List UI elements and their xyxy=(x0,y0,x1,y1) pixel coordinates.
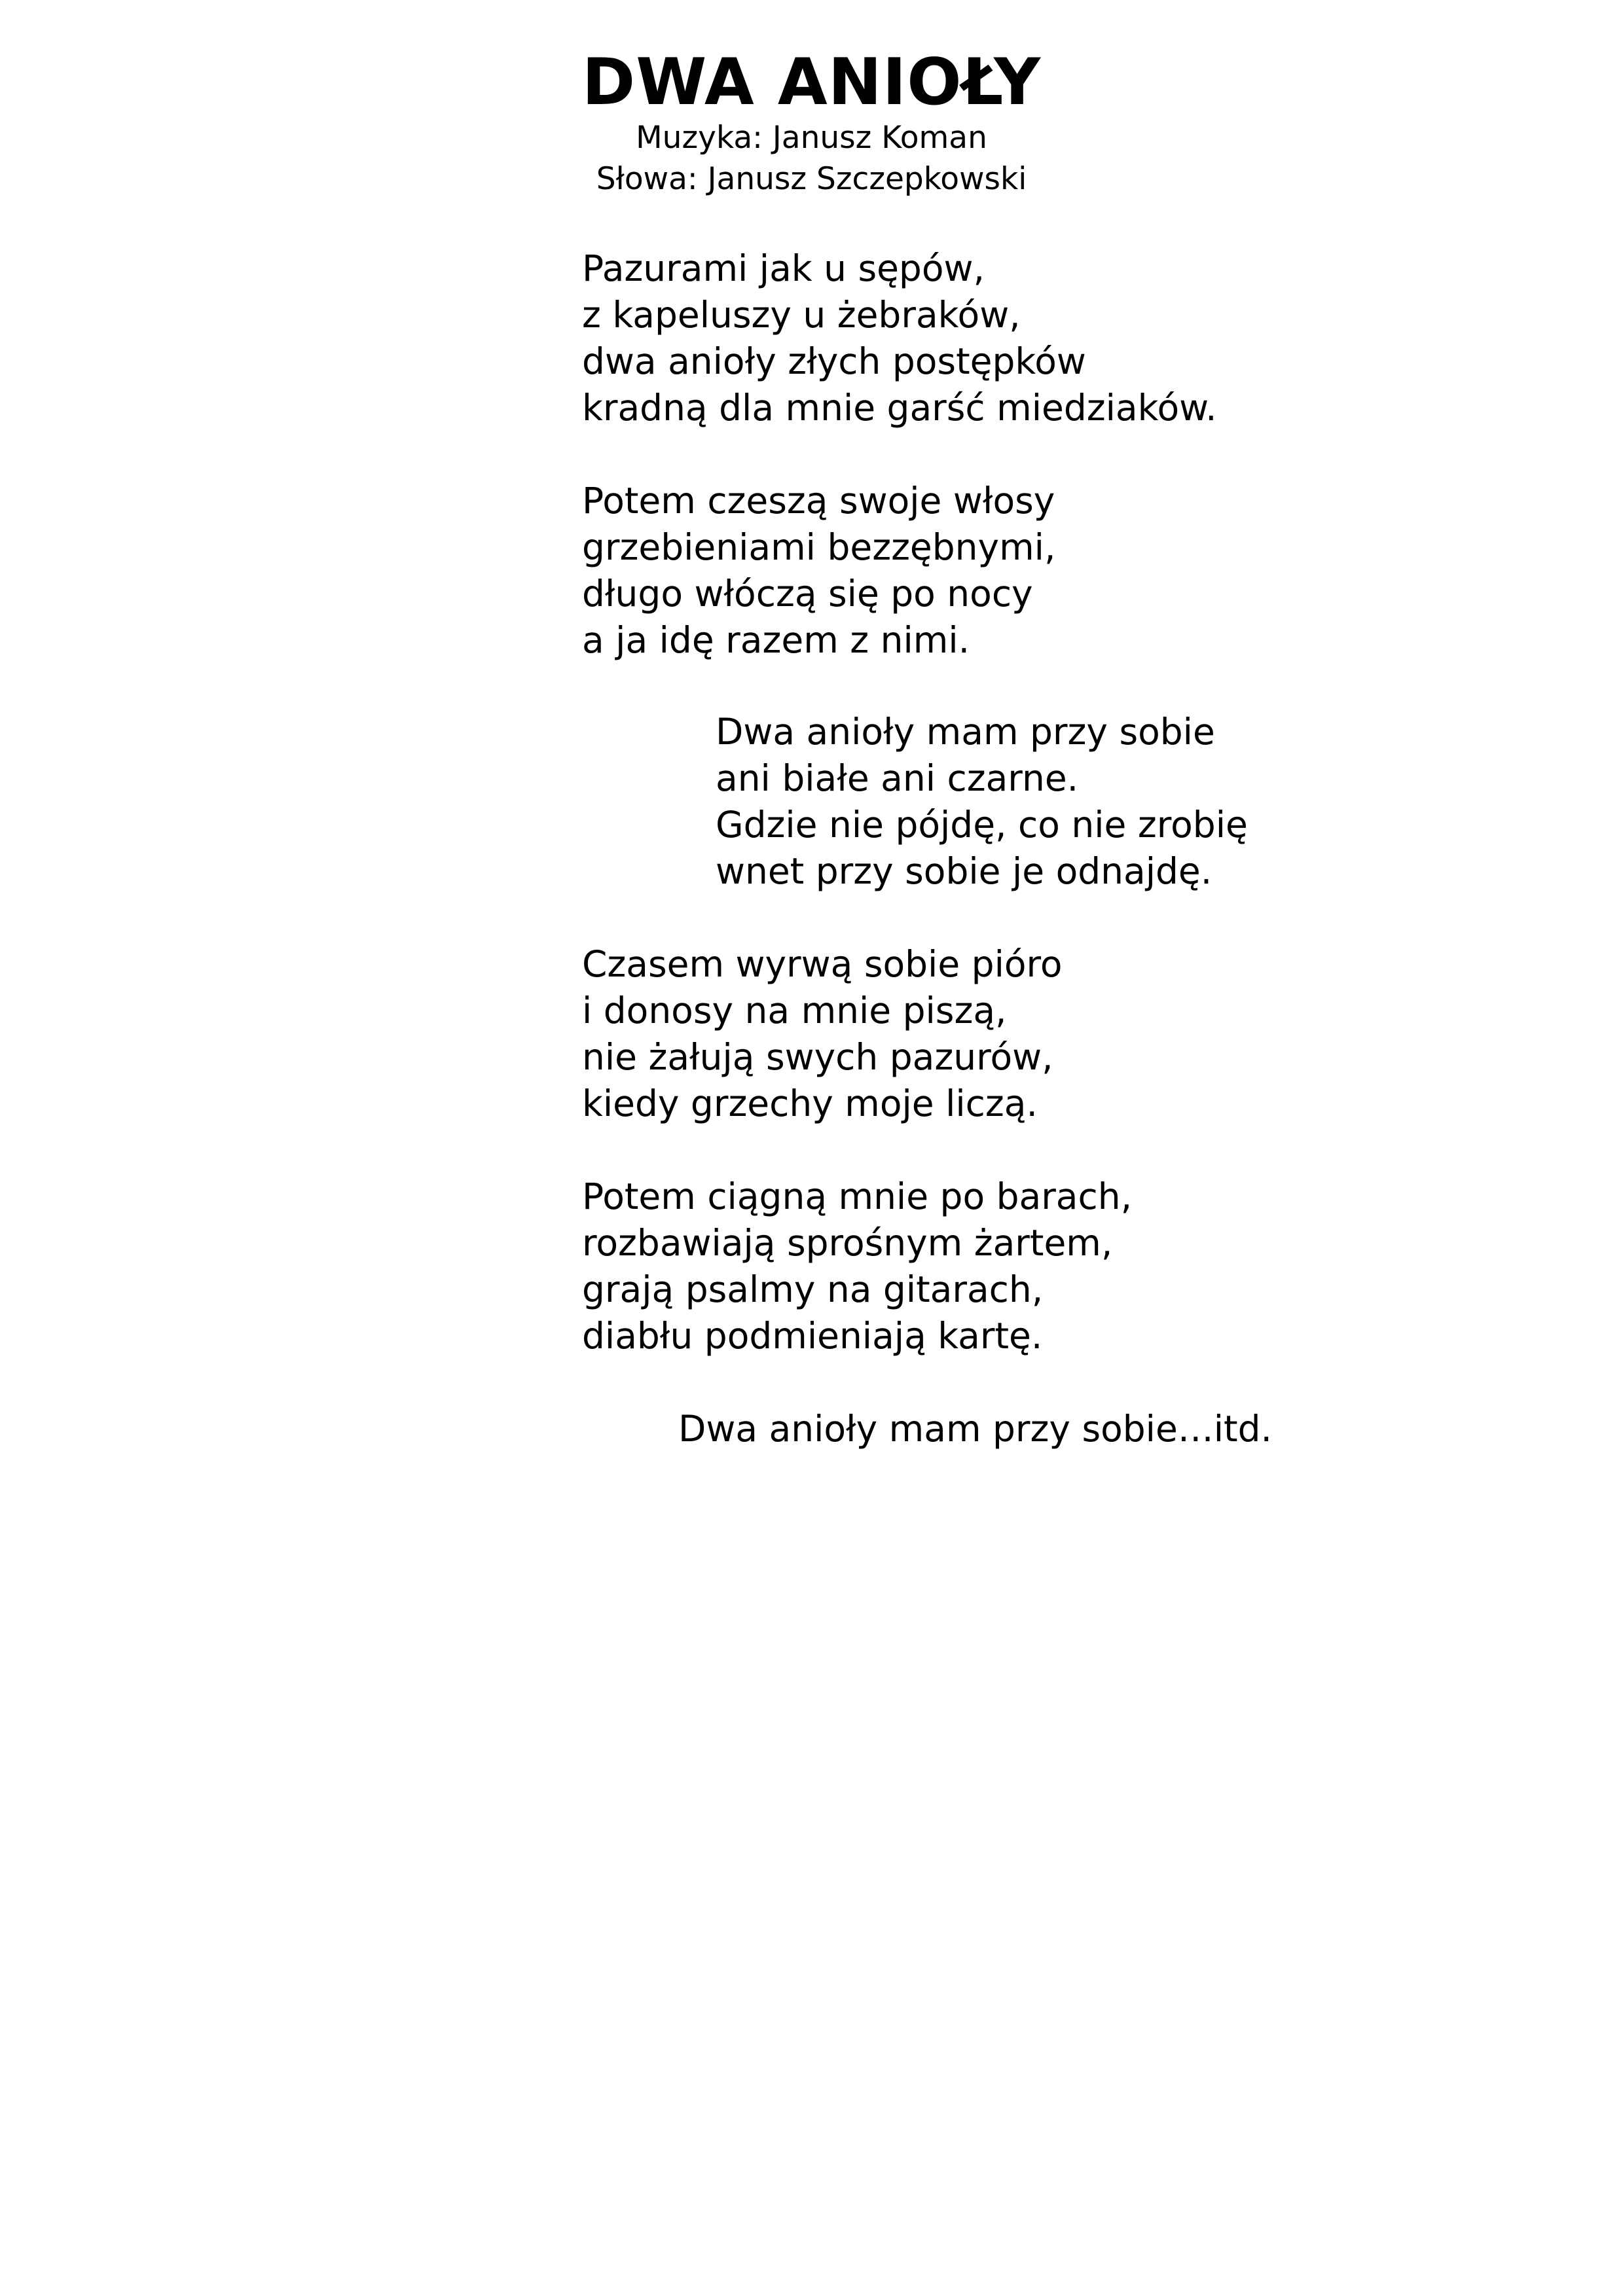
verse-line: Pazurami jak u sępów, xyxy=(582,247,985,289)
chorus-line: Gdzie nie pójdę, co nie zrobię xyxy=(716,804,1248,846)
verse-line: dwa anioły złych postępków xyxy=(582,340,1086,382)
verse-line: diabłu podmieniają kartę. xyxy=(582,1315,1043,1357)
verse-line: długo włóczą się po nocy xyxy=(582,573,1033,615)
verse-3 xyxy=(582,941,1063,1127)
verse-4 xyxy=(582,1174,1132,1359)
lyrics-credit: Słowa: Janusz Szczepkowski xyxy=(596,161,1027,197)
verse-line: Czasem wyrwą sobie pióro xyxy=(582,943,1063,985)
verse-1 xyxy=(582,245,1217,431)
verse-line: grają psalmy na gitarach, xyxy=(582,1268,1044,1310)
verse-line: a ja idę razem z nimi. xyxy=(582,619,970,661)
chorus-line: ani białe ani czarne. xyxy=(716,757,1079,799)
song-title: DWA ANIOŁY xyxy=(581,45,1042,120)
verse-2 xyxy=(582,478,1055,664)
chorus-line: wnet przy sobie je odnajdę. xyxy=(716,850,1213,892)
verse-line: kradną dla mnie garść miedziaków. xyxy=(582,387,1217,429)
chorus xyxy=(716,709,1248,895)
verse-line: i donosy na mnie piszą, xyxy=(582,990,1007,1031)
verse-line: grzebieniami bezzębnymi, xyxy=(582,526,1056,568)
chorus-line: Dwa anioły mam przy sobie xyxy=(716,711,1215,753)
verse-line: kiedy grzechy moje liczą. xyxy=(582,1083,1038,1124)
chorus-repeat-line: Dwa anioły mam przy sobie…itd. xyxy=(678,1408,1273,1450)
verse-line: rozbawiają sprośnym żartem, xyxy=(582,1222,1113,1264)
music-credit: Muzyka: Janusz Koman xyxy=(636,120,987,156)
verse-line: Potem ciągną mnie po barach, xyxy=(582,1175,1133,1217)
verse-line: Potem czeszą swoje włosy xyxy=(582,480,1055,522)
verse-line: z kapeluszy u żebraków, xyxy=(582,294,1021,336)
verse-line: nie żałują swych pazurów, xyxy=(582,1036,1053,1078)
